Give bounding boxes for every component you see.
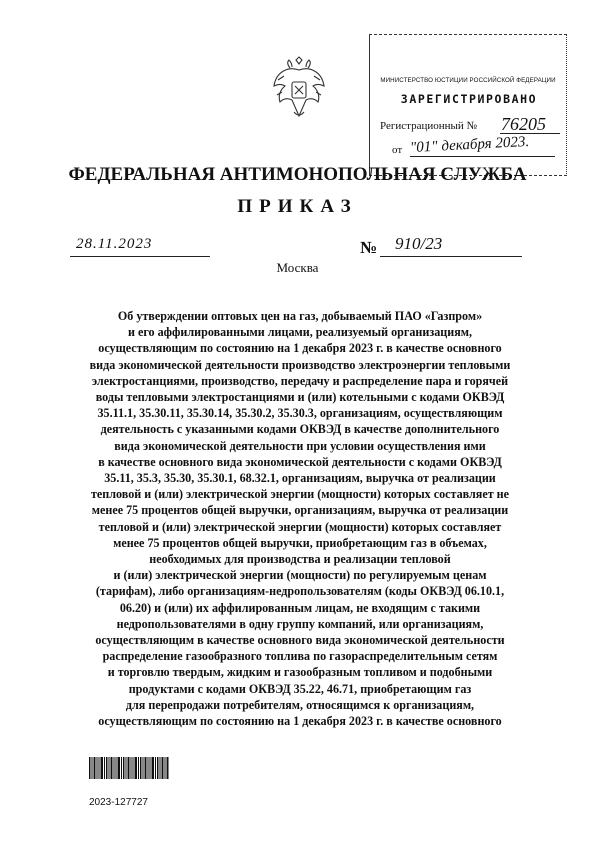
stamp-reg-number: 76205 xyxy=(501,114,546,134)
stamp-ministry-name: МИНИСТЕРСТВО ЮСТИЦИИ РОССИЙСКОЙ ФЕДЕРАЦИИ xyxy=(380,77,556,84)
stamp-date-underline xyxy=(410,156,555,157)
title-line: недропользователями в одну группу компаний, или организациям, xyxy=(116,616,484,631)
number-sign: № xyxy=(360,238,378,257)
title-line: электростанциями, производство, передачу и распределение пара и горячей xyxy=(91,373,509,388)
title-line: (тарифам), либо организациям-недропользователям (коды ОКВЭД 06.10.1, xyxy=(95,584,505,599)
order-number-underline xyxy=(380,256,522,257)
title-line: и его аффилированными лицами, реализуемый организациям, xyxy=(127,325,473,340)
title-line: тепловой и (или) электрической энергии (мощности) которых составляет xyxy=(98,519,502,534)
title-line: 35.11, 35.3, 35.30, 35.30.1, 68.32.1, организациям, выручка от реализации xyxy=(104,471,496,486)
title-line: менее 75 процентов общей выручки, приобретающим газ в объемах, xyxy=(113,535,487,550)
title-line: осуществляющим по состоянию на 1 декабря 2023 г. в качестве основного xyxy=(98,341,502,356)
title-line: осуществляющим в качестве основного вида экономической деятельности xyxy=(95,633,505,648)
order-title xyxy=(60,308,540,729)
title-line: 35.11.1, 35.30.11, 35.30.14, 35.30.2, 35.30.3, организациям, осуществляющим xyxy=(97,406,503,421)
title-line: тепловой и (или) электрической энергии (мощности) которых составляет не xyxy=(90,487,510,502)
coat-of-arms-icon xyxy=(270,56,328,122)
title-line: в качестве основного вида экономической деятельности с кодами ОКВЭД xyxy=(98,454,502,469)
city: Москва xyxy=(276,260,319,275)
order-number: 910/23 xyxy=(395,234,443,253)
document-type: ПРИКАЗ xyxy=(237,196,358,217)
order-date-underline xyxy=(70,256,210,257)
agency-name: ФЕДЕРАЛЬНАЯ АНТИМОНОПОЛЬНАЯ СЛУЖБА xyxy=(68,164,527,185)
title-line: распределение газообразного топлива по газораспределительным сетям xyxy=(102,649,498,664)
title-line: деятельность с указанными кодами ОКВЭД в качестве дополнительного xyxy=(100,422,500,437)
stamp-reg-number-label: Регистрационный № xyxy=(380,120,478,132)
title-line: продуктами с кодами ОКВЭД 35.22, 46.71, приобретающим газ xyxy=(128,681,472,696)
title-line: вида экономической деятельности при условии осуществления ими xyxy=(114,438,486,453)
stamp-date: "01" декабря 2023. xyxy=(409,133,530,157)
order-date: 28.11.2023 xyxy=(76,236,153,252)
barcode-number: 2023-127727 xyxy=(89,797,148,808)
stamp-number-underline xyxy=(500,133,560,134)
title-line: 06.20) и (или) их аффилированным лицам, не входящим с такими xyxy=(119,600,481,615)
stamp-date-label: от xyxy=(392,144,403,156)
title-line: необходимых для производства и реализации тепловой xyxy=(149,552,451,567)
stamp-registered-label: ЗАРЕГИСТРИРОВАНО xyxy=(400,92,538,106)
title-line: и торговлю твердым, жидким и газообразным топливом и подобными xyxy=(107,665,493,680)
title-line: и (или) электрической энергии (мощности) по регулируемым ценам xyxy=(113,568,487,583)
title-line: вида экономической деятельности производство электроэнергии тепловыми xyxy=(89,357,511,372)
title-line: Об утверждении оптовых цен на газ, добываемый ПАО «Газпром» xyxy=(117,309,483,323)
title-line: осуществляющим по состоянию на 1 декабря 2023 г. в качестве основного xyxy=(98,714,502,729)
title-line: для перепродажи потребителям, относящимся к организациям, xyxy=(125,697,475,712)
barcode-icon xyxy=(89,757,169,779)
title-line: воды тепловыми электростанциями и (или) котельными с кодами ОКВЭД xyxy=(95,390,505,405)
registration-stamp xyxy=(369,34,567,176)
title-line: менее 75 процентов общей выручки, организациям, выручка от реализации xyxy=(91,503,509,518)
